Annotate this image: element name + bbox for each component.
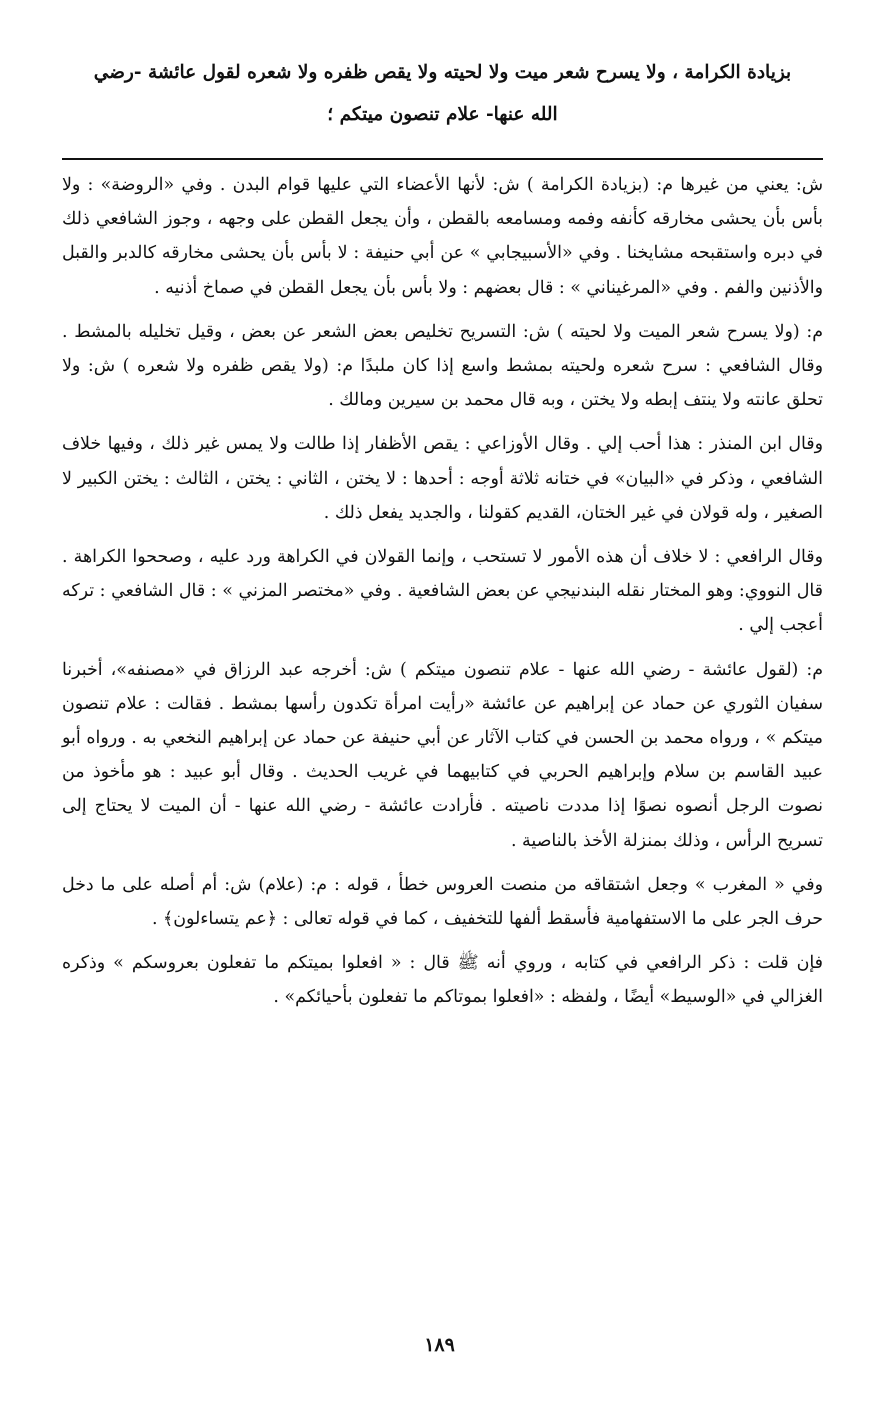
- commentary: [62, 168, 823, 1015]
- separator-rule: [62, 158, 823, 160]
- book-page: [0, 52, 879, 1424]
- commentary-paragraph: وقال الرافعي : لا خلاف أن هذه الأمور لا تستحب ، وإنما القولان في الكراهة ورد عليه ، وصححوا الكراهة . قال النووي: وهو المختار نقله البندنيجي عن بعض الشافعية . وفي «مختصر المزني » : قال الشافعي : تركه أعجب إلي .: [62, 547, 823, 636]
- commentary-paragraph: وفي « المغرب » وجعل اشتقاقه من منصت العروس خطأ ، قوله : م: (علام) ش: أم أصله على ما دخل حرف الجر على ما الاستفهامية فأسقط ألفها للتخفيف ، كما في قوله تعالى : ﴿عم يتساءلون﴾ .: [62, 874, 823, 930]
- page-number: ١٨٩: [424, 1334, 455, 1356]
- matn-text: [62, 52, 823, 136]
- commentary-paragraph: ش: يعني من غيرها م: (بزيادة الكرامة ) ش: لأنها الأعضاء التي عليها قوام البدن . وفي «الروضة» : ولا بأس بأن يحشى مخارقه كأنفه وفمه ومسامعه بالقطن ، وأن يجعل القطن على وجهه ، وجوز الشافعي ذلك في دبره واستقبحه مشايخنا . وفي «الأسبيجابي » عن أبي حنيفة : لا بأس بأن يحشى مخارقه كالدبر والقبل والأذنين والفم . وفي «المرغيناني » : قال بعضهم : ولا بأس بأن يجعل القطن في صماخ أذنيه .: [62, 175, 823, 298]
- commentary-paragraph: م: (ولا يسرح شعر الميت ولا لحيته ) ش: التسريح تخليص بعض الشعر عن بعض ، وقيل تخليله بالمشط . وقال الشافعي : سرح شعره ولحيته بمشط واسع إذا كان ملبدًا م: (ولا يقص ظفره ولا شعره ) ش: ولا تحلق عانته ولا ينتف إبطه ولا يختن ، وبه قال محمد بن سيرين ومالك .: [62, 321, 823, 411]
- matn-line: بزيادة الكرامة ، ولا يسرح شعر ميت ولا لحيته ولا يقص ظفره ولا شعره لقول عائشة -رضي: [93, 62, 792, 83]
- commentary-paragraph: وقال ابن المنذر : هذا أحب إلي . وقال الأوزاعي : يقص الأظفار إذا طالت ولا يمس غير ذلك ، وفيها خلاف الشافعي ، وذكر في «البيان» في ختانه ثلاثة أوجه : أحدها : لا يختن ، الثاني : يختن ، الثالث : يختن الكبير لا الصغير ، وله قولان في غير الختان، القديم كقولنا ، والجديد يفعل ذلك .: [62, 434, 823, 523]
- matn-line: الله عنها- علام تنصون ميتكم ؛: [327, 104, 558, 125]
- commentary-paragraph: م: (لقول عائشة - رضي الله عنها - علام تنصون ميتكم ) ش: أخرجه عبد الرزاق في «مصنفه»، أخبرنا سفيان الثوري عن حماد عن إبراهيم عن عائشة «رأيت امرأة تكدون رأسها بمشط . فقالت : علام تنصون ميتكم » ، ورواه محمد بن الحسن في كتاب الآثار عن أبي حنيفة عن حماد عن إبراهيم النخعي به . ورواه أبو عبيد القاسم بن سلام وإبراهيم الحربي في كتابيهما في غريب الحديث . وقال أبو عبيد : هو مأخوذ من نصوت الرجل أنصوه نصوًا إذا مددت ناصيته . فأرادت عائشة - رضي الله عنها - أن الميت لا يحتاج إلى تسريح الرأس ، وذلك بمنزلة الأخذ بالناصية .: [62, 659, 823, 851]
- commentary-paragraph: فإن قلت : ذكر الرافعي في كتابه ، وروي أنه ﷺ قال : « افعلوا بميتكم ما تفعلون بعروسكم » وذكره الغزالي في «الوسيط» أيضًا ، ولفظه : «افعلوا بموتاكم ما تفعلون بأحيائكم» .: [62, 953, 823, 1008]
